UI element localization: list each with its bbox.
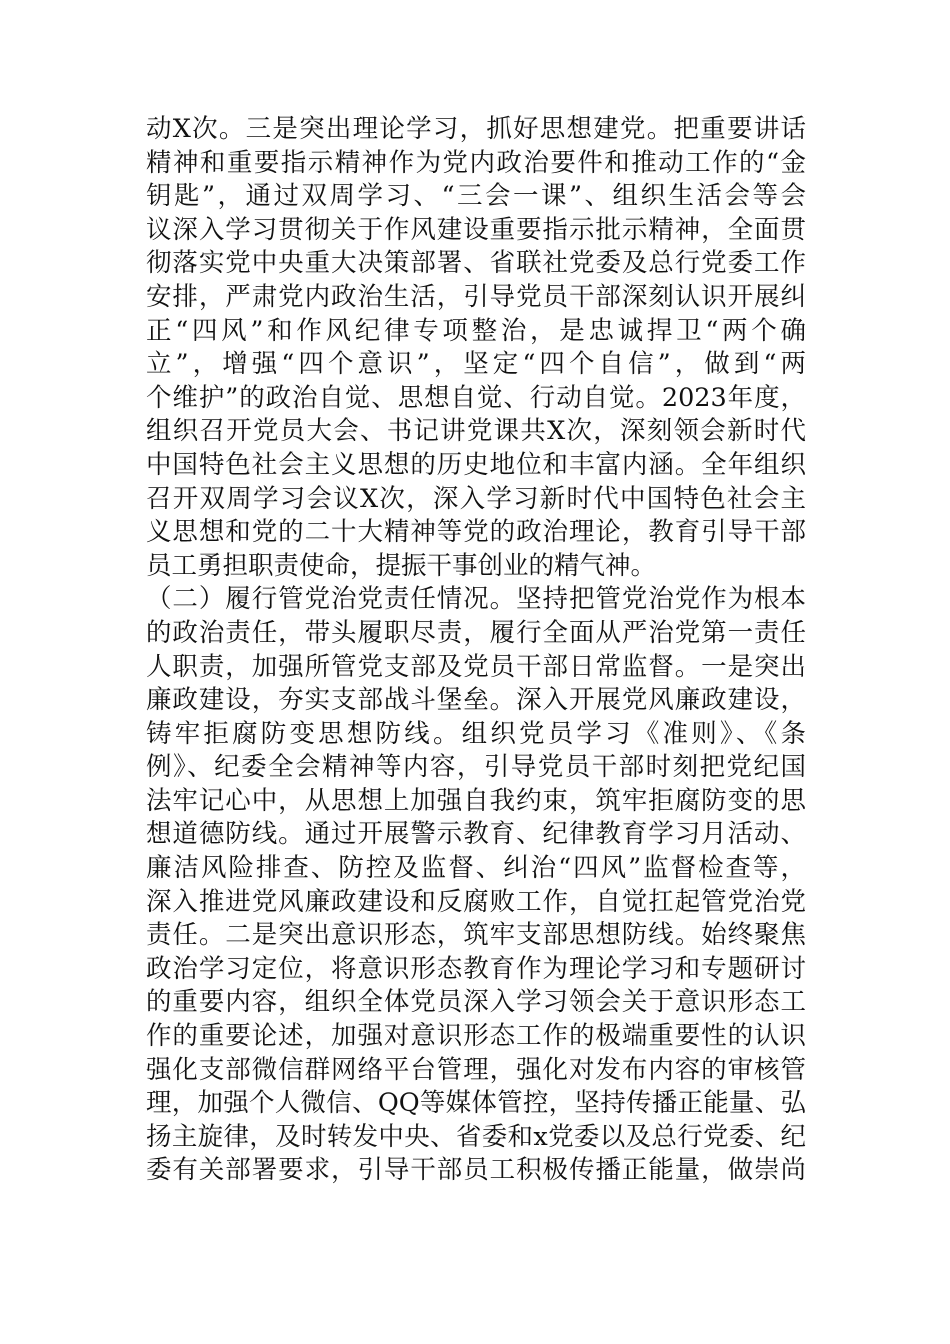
text-line: 法牢记心中，从思想上加强自我约束，筑牢拒腐防变的思	[146, 785, 806, 816]
text-line: 动X次。三是突出理论学习，抓好思想建党。把重要讲话	[146, 114, 806, 144]
text-line: 组织召开党员大会、书记讲党课共X次，深刻领会新时代	[146, 416, 806, 447]
text-line: 的重要内容，组织全体党员深入学习领会关于意识形态工	[146, 987, 806, 1018]
text-line: 廉洁风险排查、防控及监督、纠治“四风”监督检查等，	[146, 853, 806, 884]
text-line: 理，加强个人微信、QQ等媒体管控，坚持传播正能量、弘	[146, 1088, 806, 1119]
text-line: 精神和重要指示精神作为党内政治要件和推动工作的“金	[146, 147, 806, 178]
body-text	[146, 113, 806, 1188]
text-line: 廉政建设，夯实支部战斗堡垒。深入开展党风廉政建设，	[146, 685, 806, 716]
text-line: 例》、纪委全会精神等内容，引导党员干部时刻把党纪国	[146, 752, 806, 783]
text-line: 个维护”的政治自觉、思想自觉、行动自觉。2023年度，	[146, 382, 806, 413]
text-line: 政治学习定位，将意识形态教育作为理论学习和专题研讨	[146, 953, 806, 984]
text-line: 彻落实党中央重大决策部署、省联社党委及总行党委工作	[146, 248, 806, 279]
text-line: 安排，严肃党内政治生活，引导党员干部深刻认识开展纠	[146, 281, 806, 312]
text-line: 义思想和党的二十大精神等党的政治理论，教育引导干部	[146, 517, 806, 548]
text-line: 议深入学习贯彻关于作风建设重要指示批示精神，全面贯	[146, 214, 806, 245]
text-line: 员工勇担职责使命，提振干事创业的精气神。	[146, 550, 657, 581]
text-line: 责任。二是突出意识形态，筑牢支部思想防线。始终聚焦	[146, 920, 806, 951]
text-line: 中国特色社会主义思想的历史地位和丰富内涵。全年组织	[146, 449, 806, 480]
text-line: 的政治责任，带头履职尽责，履行全面从严治党第一责任	[146, 617, 806, 648]
text-line: 立”，增强“四个意识”，坚定“四个自信”，做到“两	[146, 349, 806, 380]
text-line: 强化支部微信群网络平台管理，强化对发布内容的审核管	[146, 1054, 806, 1085]
text-line: 召开双周学习会议X次，深入学习新时代中国特色社会主	[146, 483, 806, 514]
section-heading-line: （二）履行管党治党责任情况。坚持把管党治党作为根本	[146, 584, 806, 615]
text-line: 人职责，加强所管党支部及党员干部日常监督。一是突出	[146, 651, 806, 682]
text-line: 作的重要论述，加强对意识形态工作的极端重要性的认识	[146, 1021, 806, 1052]
text-line: 深入推进党风廉政建设和反腐败工作，自觉扛起管党治党	[146, 886, 806, 917]
text-line: 正“四风”和作风纪律专项整治，是忠诚捍卫“两个确	[146, 315, 806, 346]
text-line: 想道德防线。通过开展警示教育、纪律教育学习月活动、	[146, 819, 806, 850]
text-line: 扬主旋律，及时转发中央、省委和x党委以及总行党委、纪	[146, 1121, 806, 1152]
text-line: 钥匙”，通过双周学习、“三会一课”、组织生活会等会	[146, 181, 806, 212]
text-line: 委有关部署要求，引导干部员工积极传播正能量，做崇尚	[146, 1155, 806, 1186]
text-line: 铸牢拒腐防变思想防线。组织党员学习《准则》、《条	[146, 718, 806, 749]
